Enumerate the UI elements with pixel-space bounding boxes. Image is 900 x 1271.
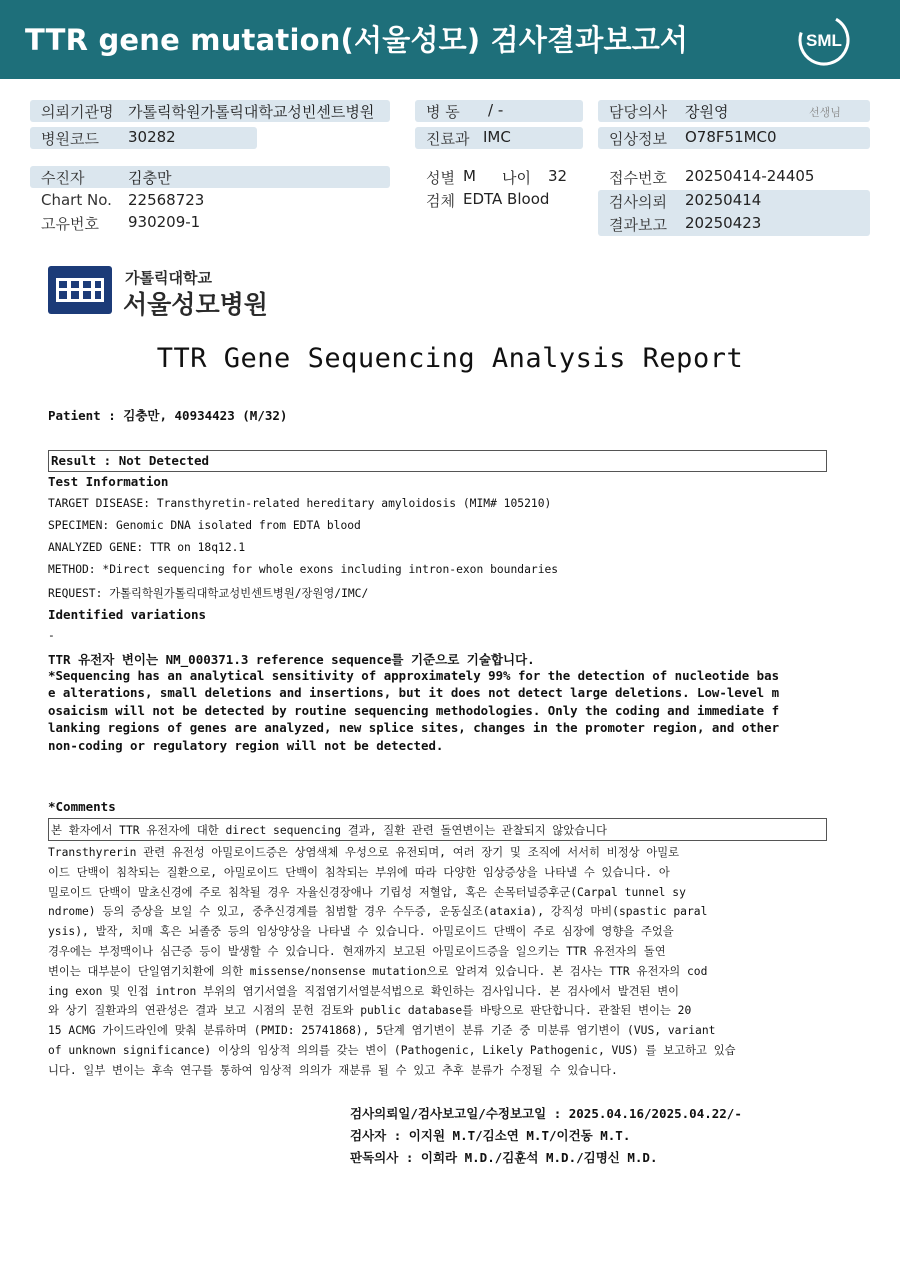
testers-line: 검사자 : 이지원 M.T/김소연 M.T/이건동 M.T.	[350, 1128, 631, 1143]
reader-line: 판독의사 : 이희라 M.D./김훈석 M.D./김명신 M.D.	[350, 1150, 658, 1165]
hospital-name-line2: 서울성모병원	[123, 291, 268, 319]
sex-value: M	[463, 167, 476, 185]
receipt-row	[598, 166, 870, 188]
comment-box-text: 본 환자에서 TTR 유전자에 대한 direct sequencing 결과, 질환 관련 돌연변이는 관찰되지 않았습니다	[51, 824, 607, 837]
unique-row	[30, 212, 390, 234]
result-label: 결과보고	[609, 216, 667, 234]
patient-row	[30, 166, 390, 188]
reference-line: TTR 유전자 변이는 NM_000371.3 reference sequence를 기준으로 기술합니다.	[48, 652, 535, 667]
dates-line: 검사의뢰일/검사보고일/수정보고일 : 2025.04.16/2025.04.22/-	[350, 1106, 742, 1121]
age-value: 32	[548, 167, 568, 185]
identified-value: -	[48, 629, 55, 642]
department-row	[415, 127, 583, 149]
specimen-row	[415, 189, 585, 211]
department-value: IMC	[483, 128, 511, 146]
patient-label: 수진자	[41, 169, 85, 187]
specimen-value: EDTA Blood	[463, 190, 550, 208]
result-box	[48, 450, 827, 472]
patient-value: 김충만	[128, 169, 172, 187]
comment-box	[48, 818, 827, 841]
result-value: 20250423	[685, 214, 762, 232]
ward-value: / -	[488, 101, 504, 119]
request-value: 20250414	[685, 191, 762, 209]
specimen-label: 검체	[426, 192, 455, 210]
hospital-seal-icon	[47, 265, 113, 315]
hospital-code-row	[30, 127, 257, 149]
specimen-line: SPECIMEN: Genomic DNA isolated from EDTA blood	[48, 519, 361, 532]
institution-value: 가톨릭학원가톨릭대학교성빈센트병원	[128, 103, 375, 121]
analyzed-gene-line: ANALYZED GENE: TTR on 18q12.1	[48, 541, 246, 554]
request-result-block	[598, 190, 870, 236]
receipt-value: 20250414-24405	[685, 167, 815, 185]
clinical-label: 임상정보	[609, 130, 667, 148]
doctor-suffix: 선생님	[809, 106, 841, 119]
unique-value: 930209-1	[128, 213, 201, 231]
report-title: TTR Gene Sequencing Analysis Report	[156, 343, 744, 374]
institution-label: 의뢰기관명	[41, 103, 114, 121]
sml-logo-text: SML	[806, 31, 842, 50]
method-line: METHOD: *Direct sequencing for whole exons including intron-exon boundaries	[48, 563, 559, 576]
department-label: 진료과	[426, 130, 470, 148]
hospital-name-line1: 가톨릭대학교	[125, 270, 212, 287]
page-title: TTR gene mutation(서울성모) 검사결과보고서	[25, 23, 689, 57]
sml-logo-icon	[796, 12, 852, 68]
header-bar	[0, 0, 900, 79]
hospital-code-value: 30282	[128, 128, 176, 146]
target-disease-line: TARGET DISEASE: Transthyretin-related hereditary amyloidosis (MIM# 105210)	[48, 497, 552, 510]
test-info-heading: Test Information	[48, 474, 169, 489]
clinical-value: O78F51MC0	[685, 128, 777, 146]
sex-age-row	[415, 166, 585, 188]
ward-label: 병 동	[426, 103, 460, 121]
sensitivity-text: *Sequencing has an analytical sensitivity of approximately 99% for the detection of nucleotide bas e alterations, small deletions and insertions, but it does not detect large deletions. Low-level m osaicism will not be detected by routine sequencing methodologies. Only the coding and immediate f lanking regions of genes are analyzed, new splice sites, changes in the promoter region, and other non-coding or regulatory region will not be detected.	[48, 668, 780, 753]
doctor-row	[598, 100, 870, 122]
receipt-label: 접수번호	[609, 169, 667, 187]
doctor-label: 담당의사	[609, 103, 667, 121]
hospital-code-label: 병원코드	[41, 130, 99, 148]
chart-label: Chart No.	[41, 191, 112, 209]
age-label: 나이	[502, 169, 531, 187]
comments-text: Transthyrerin 관련 유전성 아밀로이드증은 상염색체 우성으로 유전되며, 여러 장기 및 조직에 서서히 비정상 아밀로 이드 단백이 침착되는 질환으로, 아밀로이드 단백이 침착되는 부위에 따라 다양한 임상증상을 나타낼 수 있습니다. 아 밀로이드 단백이 말초신경에 주로 침착될 경우 자율신경장애나 기립성 저혈압, 혹은 손목터널증후군(Carpal tunnel sy ndrome) 등의 증상을 보일 수 있고, 중추신경계를 침범할 경우 수두증, 운동실조(ataxia), 강직성 마비(spastic paral ysis), 발작, 치매 혹은 뇌졸중 등의 임상양상을 나타낼 수 있습니다. 아밀로이드 단백이 주로 심장에 영향을 주었을 경우에는 부정맥이나 심근증 등이 발생할 수 있습니다. 현재까지 보고된 아밀로이드증을 일으키는 TTR 유전자의 돌연 변이는 대부분이 단일염기치환에 의한 missense/nonsense mutation으로 알려져 있습니다. 본 검사는 TTR 유전자의 cod ing exon 및 인접 intron 부위의 염기서열을 직접염기서열분석법으로 확인하는 검사입니다. 본 검사에서 발견된 변이 와 상기 질환과의 연관성은 결과 보고 시점의 문헌 검토와 public database를 바탕으로 판단합니다. 관찰된 변이는 20 15 ACMG 가이드라인에 맞춰 분류하며 (PMID: 25741868), 5단계 염기변이 분류 기준 중 미분류 염기변이 (VUS, variant of unknown significance) 이상의 임상적 의의를 갖는 변이 (Pathogenic, Likely Pathogenic, VUS) 를 보고하고 있습 니다. 일부 변이는 후속 연구를 통하여 임상적 의의가 재분류 될 수 있고 추후 분류가 수정될 수 있습니다.	[48, 846, 736, 1077]
ward-row	[415, 100, 583, 122]
comments-heading: *Comments	[48, 799, 116, 814]
clinical-row	[598, 127, 870, 149]
patient-line: Patient : 김충만, 40934423 (M/32)	[48, 408, 288, 423]
doctor-value: 장원영	[685, 103, 729, 121]
unique-label: 고유번호	[41, 215, 99, 233]
sex-label: 성별	[426, 169, 455, 187]
chart-row	[30, 190, 390, 212]
chart-value: 22568723	[128, 191, 205, 209]
request-line: REQUEST: 가톨릭학원가톨릭대학교성빈센트병원/장원영/IMC/	[48, 587, 369, 600]
request-label: 검사의뢰	[609, 193, 667, 211]
identified-heading: Identified variations	[48, 607, 207, 622]
result-line: Result : Not Detected	[51, 453, 210, 468]
institution-row	[30, 100, 390, 122]
